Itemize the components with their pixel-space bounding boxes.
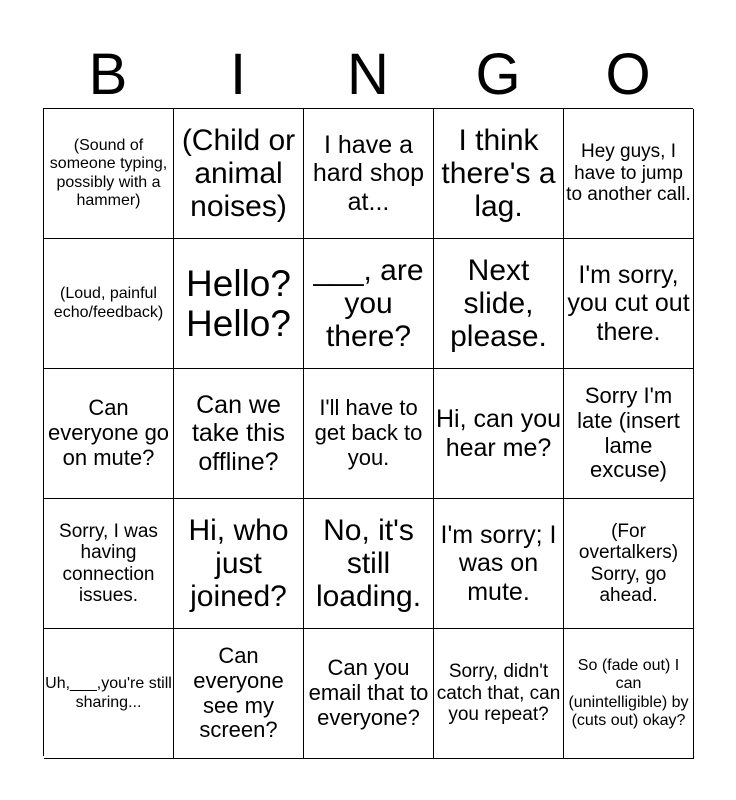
bingo-cell-r4c3[interactable] <box>304 499 434 629</box>
cell-text: I think there's a lag. <box>441 124 556 223</box>
cell-text: Hello? Hello? <box>186 262 291 344</box>
cell-text: Sorry, I was having connection issues. <box>59 520 158 606</box>
cell-text: ___, are you there? <box>313 254 424 353</box>
bingo-cell-r5c2[interactable] <box>174 629 304 759</box>
cell-text: Hey guys, I have to jump to another call. <box>566 141 691 206</box>
header-letter-i: I <box>229 42 247 107</box>
cell-text: I'm sorry; I was on mute. <box>440 521 557 606</box>
bingo-header <box>43 42 693 108</box>
cell-text: I have a hard shop at... <box>312 131 425 216</box>
bingo-board <box>43 108 693 756</box>
cell-text: I'm sorry, you cut out there. <box>567 261 690 346</box>
bingo-cell-r4c1[interactable] <box>44 499 174 629</box>
cell-text: Hi, can you hear me? <box>435 405 562 462</box>
cell-text: Can we take this offline? <box>191 391 286 476</box>
header-letter-b: B <box>88 42 128 107</box>
cell-text: (Loud, painful echo/feedback) <box>53 285 164 321</box>
cell-text: (Sound of someone typing, possibly with a hammer) <box>49 137 168 209</box>
bingo-cell-r5c5[interactable] <box>564 629 694 759</box>
cell-text: I'll have to get back to you. <box>314 395 423 470</box>
cell-text: Can you email that to everyone? <box>308 655 429 730</box>
cell-text: Next slide, please. <box>450 254 547 353</box>
bingo-cell-r1c2[interactable] <box>174 109 304 239</box>
bingo-cell-r4c2[interactable] <box>174 499 304 629</box>
bingo-cell-r3c1[interactable] <box>44 369 174 499</box>
bingo-cell-r2c5[interactable] <box>564 239 694 369</box>
bingo-cell-r2c3[interactable] <box>304 239 434 369</box>
bingo-cell-r5c4[interactable] <box>434 629 564 759</box>
bingo-cell-r1c4[interactable] <box>434 109 564 239</box>
bingo-cell-r2c4[interactable] <box>434 239 564 369</box>
bingo-cell-r5c1[interactable] <box>44 629 174 759</box>
bingo-cell-r3c5[interactable] <box>564 369 694 499</box>
bingo-cell-r2c1[interactable] <box>44 239 174 369</box>
bingo-cell-r2c2[interactable] <box>174 239 304 369</box>
cell-text: Can everyone go on mute? <box>47 395 170 470</box>
bingo-cell-r3c3[interactable] <box>304 369 434 499</box>
cell-text: Can everyone see my screen? <box>193 642 284 743</box>
cell-text: So (fade out) I can (unintelligible) by (cuts out) okay? <box>568 657 689 729</box>
header-letter-n: N <box>347 42 389 107</box>
cell-text: (Child or animal noises) <box>181 124 296 223</box>
header-letter-o: O <box>605 42 651 107</box>
bingo-cell-r1c1[interactable] <box>44 109 174 239</box>
cell-text: Sorry, didn't catch that, can you repeat? <box>436 661 561 726</box>
cell-text: No, it's still loading. <box>315 514 422 613</box>
cell-text: Sorry I'm late (insert lame excuse) <box>577 382 680 483</box>
header-letter-g: G <box>475 42 521 107</box>
bingo-cell-r3c2[interactable] <box>174 369 304 499</box>
bingo-cell-r3c4[interactable] <box>434 369 564 499</box>
bingo-cell-r1c5[interactable] <box>564 109 694 239</box>
cell-text: (For overtalkers) Sorry, go ahead. <box>578 520 679 606</box>
cell-text: Hi, who just joined? <box>188 514 289 613</box>
bingo-cell-r4c5[interactable] <box>564 499 694 629</box>
bingo-cell-r4c4[interactable] <box>434 499 564 629</box>
cell-text: Uh,___,you're still sharing... <box>45 675 172 711</box>
bingo-cell-r5c3[interactable] <box>304 629 434 759</box>
bingo-cell-r1c3[interactable] <box>304 109 434 239</box>
